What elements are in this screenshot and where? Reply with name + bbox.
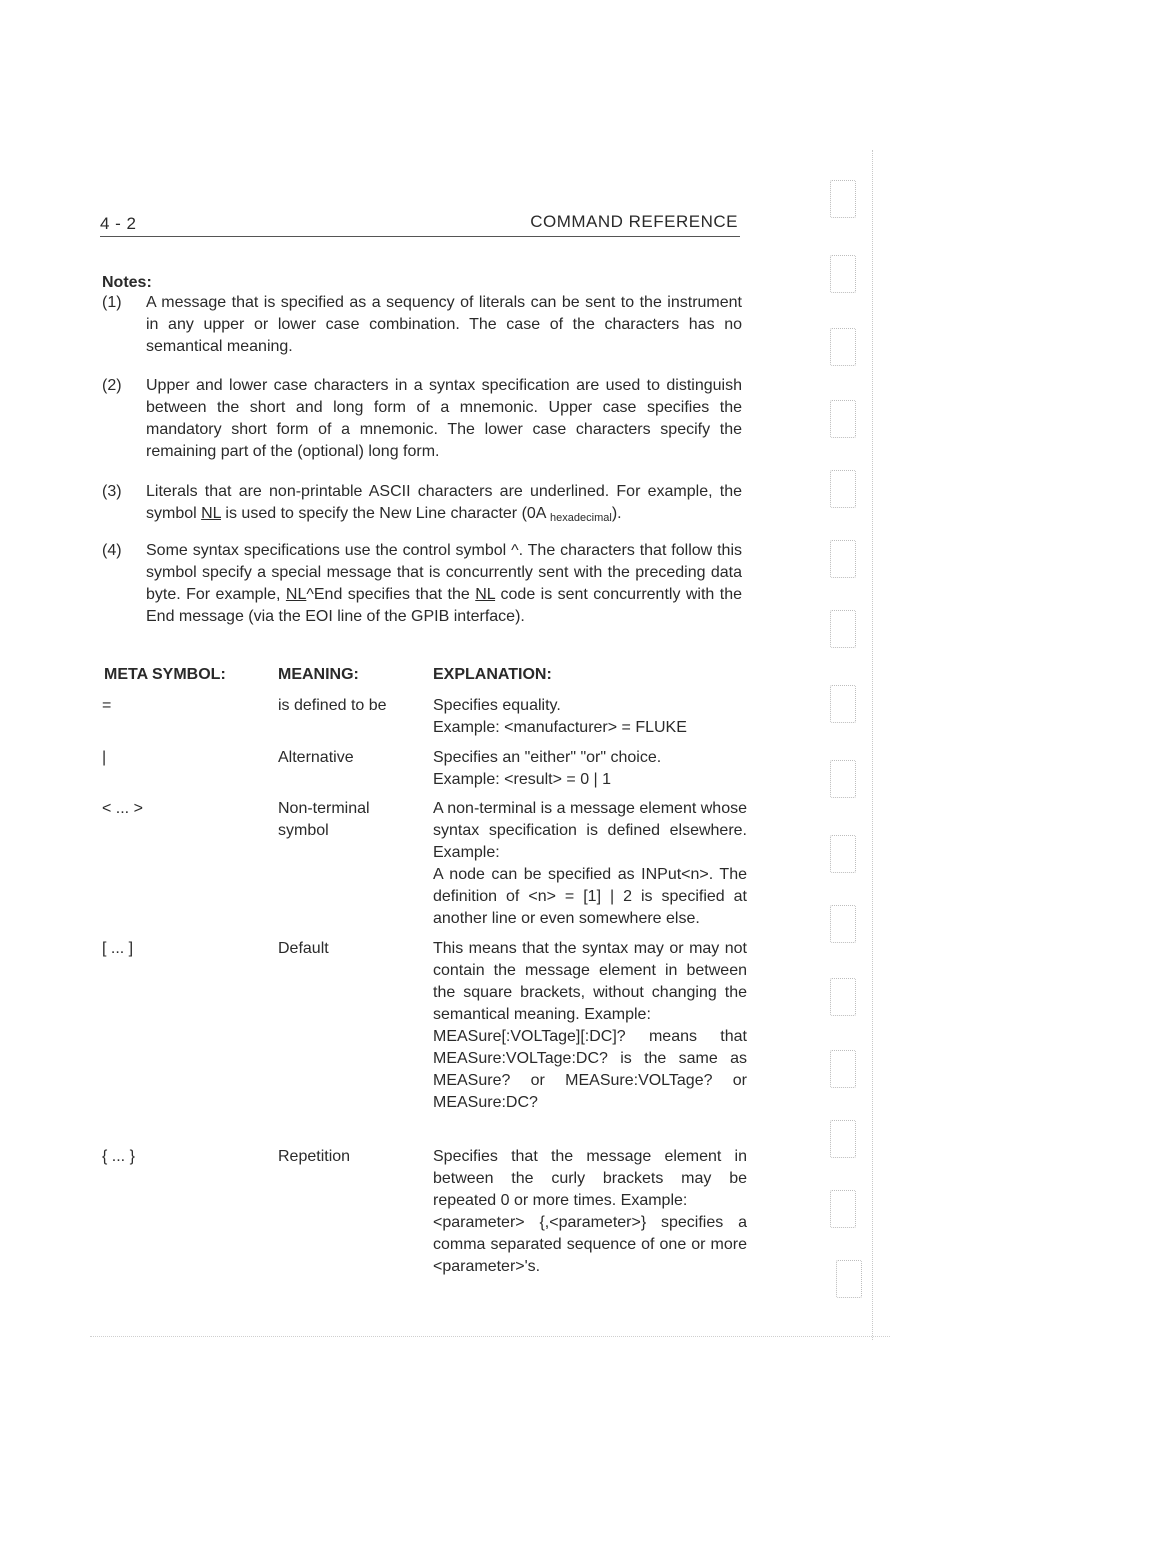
nl-symbol: NL <box>285 586 307 603</box>
index-tab <box>830 255 856 293</box>
meta-symbol: | <box>102 749 107 766</box>
note-text: Upper and lower case characters in a syntax specification are used to distinguish between the short and long form of a mnemonic. Upper case specifies the mandatory short form of a mnemonic. The lower case characters specify the remaining part of the (optional) long form. <box>146 377 742 460</box>
explanation: Specifies equality. Example: <manufacturer> = FLUKE <box>433 697 687 736</box>
note-text: Some syntax specifications use the control symbol ^. The characters that follow this symbol specify a special message that is concurrently sent with the preceding data byte. For example, NL^End specifies that the NL code is sent concurrently with the End message (via the EOI line of the GPIB interface). <box>146 542 743 625</box>
page-number: 4 - 2 <box>100 214 137 233</box>
meaning: Default <box>278 940 329 957</box>
note-number: (4) <box>102 542 122 559</box>
index-tab <box>830 685 856 723</box>
index-tab <box>830 835 856 873</box>
subscript: hexadecimal <box>550 512 612 524</box>
nl-symbol: NL <box>201 505 221 522</box>
note-text: A message that is specified as a sequency of literals can be sent to the instrument in any upper or lower case combination. The case of the characters has no semantical meaning. <box>146 294 742 355</box>
meaning: Alternative <box>278 749 354 766</box>
explanation: Specifies that the message element in between the curly brackets may be repeated 0 or more times. Example: <parameter> {,<parameter>} specifies a comma separated sequence of one or more <parameter>'s. <box>433 1148 747 1275</box>
meta-symbol: { ... } <box>102 1148 135 1165</box>
note-3 <box>102 481 742 529</box>
header-meta-symbol: META SYMBOL: <box>104 666 226 683</box>
page-bottom-edge <box>90 1336 890 1337</box>
index-tab <box>830 905 856 943</box>
index-tabs-edge <box>826 150 888 1340</box>
index-tab <box>830 760 856 798</box>
page-stack-edge <box>872 150 873 1340</box>
header-explanation: EXPLANATION: <box>433 666 552 683</box>
note-2 <box>102 375 742 463</box>
index-tab <box>830 400 856 438</box>
explanation: A non-terminal is a message element whose syntax specification is defined elsewhere. Example: A node can be specified as INPut<n>. The definition of <n> = [1] | 2 is specified at another line or even somewhere else. <box>433 800 747 927</box>
index-tab <box>830 1120 856 1158</box>
meaning: Repetition <box>278 1148 351 1165</box>
index-tab <box>836 1260 862 1298</box>
note-text: Literals that are non-printable ASCII characters are underlined. For example, the symbol NL is used to specify the New Line character (0A $_{hexadecimal}$). <box>146 483 742 524</box>
meta-symbol: = <box>102 697 112 714</box>
meta-symbol: [ ... ] <box>102 940 134 957</box>
index-tab <box>830 180 856 218</box>
explanation: This means that the syntax may or may not contain the message element in between the square brackets, without changing the semantical meaning. Example: MEASure[:VOLTage][:DC]? means that MEASure:VOLTage:DC? is the same as MEASure? or MEASure:VOLTage? or MEASure:DC? <box>433 940 747 1111</box>
note-4 <box>102 540 742 628</box>
note-number: (1) <box>102 294 122 311</box>
index-tab <box>830 1190 856 1228</box>
notes-title: Notes: <box>102 274 152 291</box>
section-title: COMMAND REFERENCE <box>530 212 738 231</box>
note-number: (3) <box>102 483 122 500</box>
meaning: is defined to be <box>278 697 387 714</box>
index-tab <box>830 1050 856 1088</box>
index-tab <box>830 540 856 578</box>
explanation: Specifies an "either" "or" choice. Example: <result> = 0 | 1 <box>433 749 662 788</box>
note-1 <box>102 292 742 358</box>
index-tab <box>830 328 856 366</box>
meaning: Non-terminal symbol <box>278 800 370 839</box>
header-meaning: MEANING: <box>278 666 359 683</box>
page-header <box>100 210 740 237</box>
index-tab <box>830 470 856 508</box>
index-tab <box>830 610 856 648</box>
nl-symbol: NL <box>475 586 496 603</box>
note-number: (2) <box>102 377 122 394</box>
meta-symbol: < ... > <box>102 800 143 817</box>
index-tab <box>830 978 856 1016</box>
